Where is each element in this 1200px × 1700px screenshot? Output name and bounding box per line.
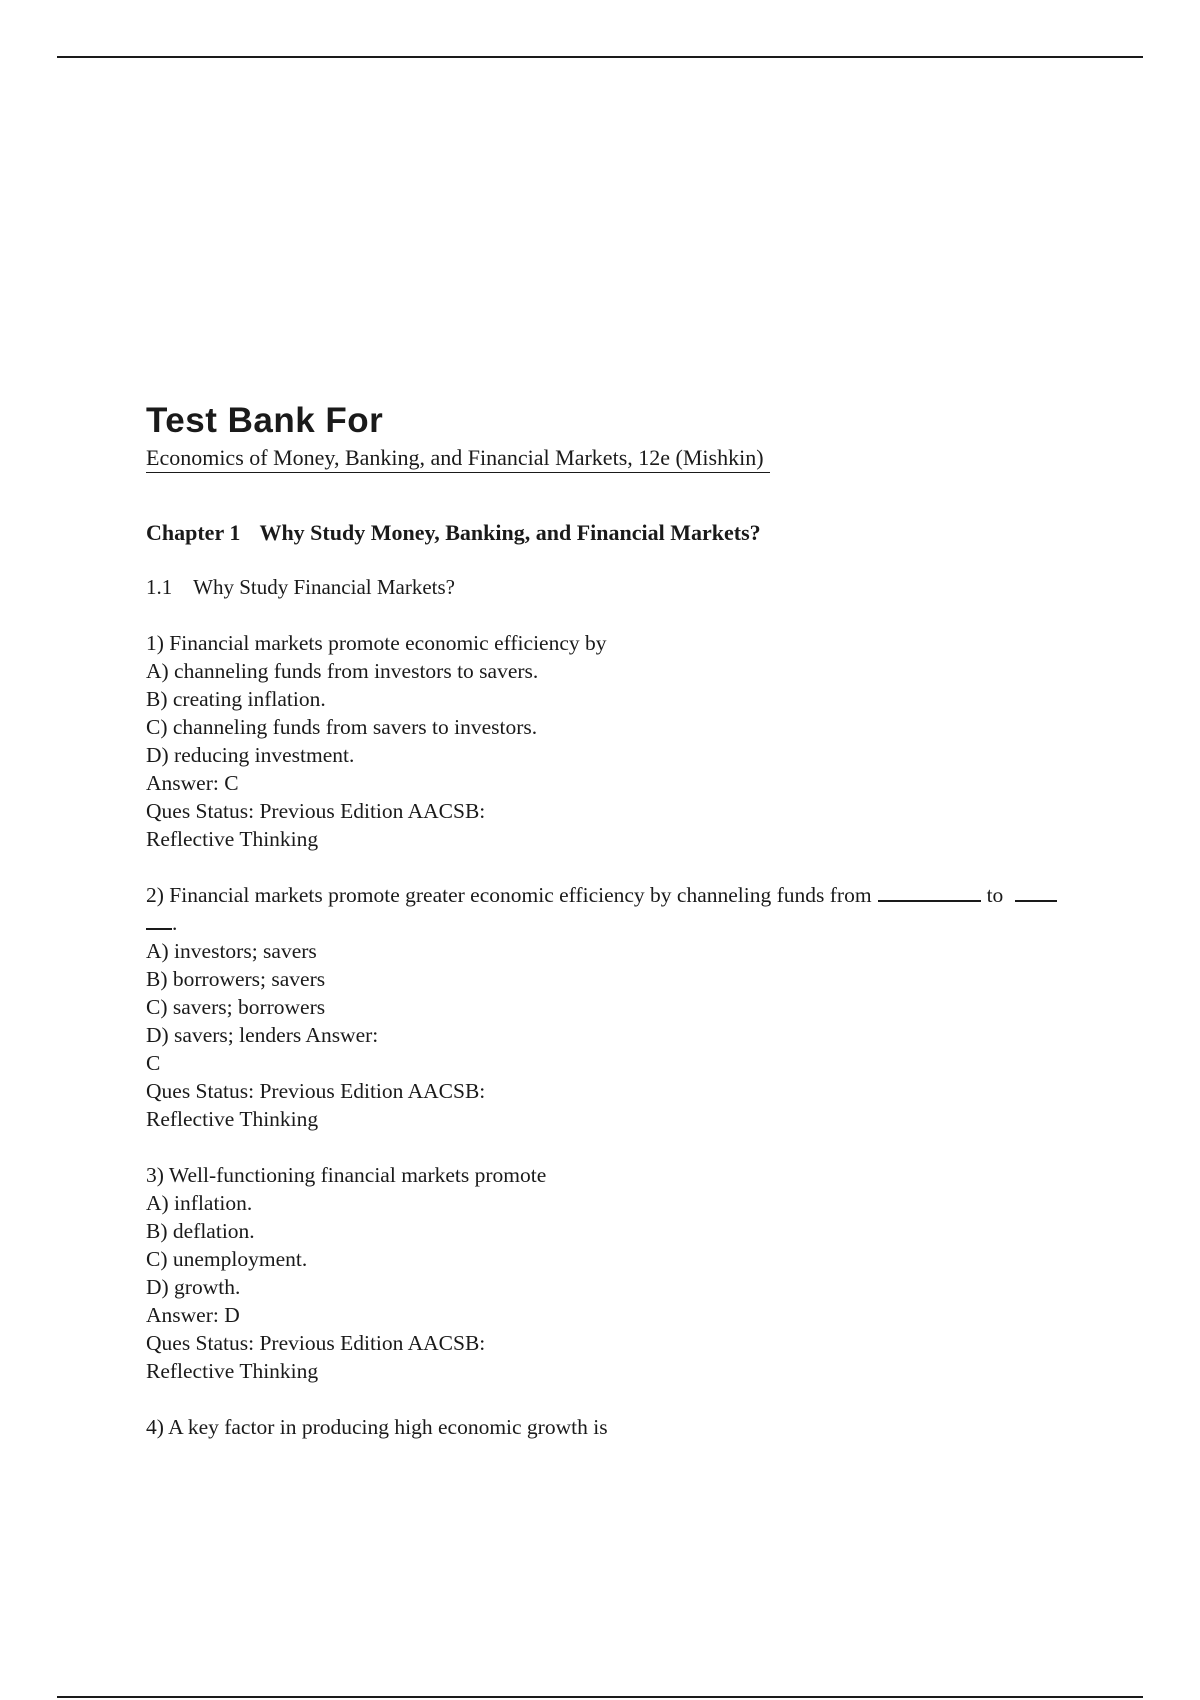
option-a: A) channeling funds from investors to savers. [146, 659, 539, 683]
fill-in-blank-1 [878, 882, 981, 902]
question-stem-connector: to [986, 883, 1004, 907]
answer: C [146, 1051, 161, 1075]
chapter-number: Chapter 1 [146, 520, 241, 545]
document-title: Test Bank For [146, 401, 384, 440]
question-3 [146, 1161, 1144, 1385]
option-a: A) investors; savers [146, 939, 317, 963]
option-b: B) borrowers; savers [146, 967, 326, 991]
document-subtitle: Economics of Money, Banking, and Financial Markets, 12e (Mishkin) [146, 444, 770, 473]
option-c: C) unemployment. [146, 1247, 308, 1271]
option-d: D) reducing investment. [146, 743, 355, 767]
question-stem: 3) Well-functioning financial markets promote [146, 1163, 547, 1187]
question-stem-continuation [146, 909, 1144, 937]
question-stem [146, 881, 1144, 909]
question-status: Ques Status: Previous Edition AACSB: [146, 1331, 486, 1355]
subtitle-wrapper [146, 444, 1144, 473]
question-2 [146, 881, 1144, 1133]
section-heading [146, 573, 1144, 601]
question-stem: 4) A key factor in producing high economic growth is [146, 1415, 608, 1439]
question-tag: Reflective Thinking [146, 1359, 319, 1383]
question-1 [146, 629, 1144, 853]
question-tag: Reflective Thinking [146, 827, 319, 851]
section-title: Why Study Financial Markets? [193, 575, 455, 599]
chapter-title: Why Study Money, Banking, and Financial Markets? [259, 520, 761, 545]
chapter-heading [146, 519, 1144, 547]
question-4 [146, 1413, 1144, 1441]
question-status: Ques Status: Previous Edition AACSB: [146, 799, 486, 823]
option-b: B) deflation. [146, 1219, 255, 1243]
option-c: C) savers; borrowers [146, 995, 326, 1019]
question-status: Ques Status: Previous Edition AACSB: [146, 1079, 486, 1103]
fill-in-blank-2 [1015, 882, 1057, 902]
fill-in-blank-2-continued [146, 910, 172, 930]
option-a: A) inflation. [146, 1191, 253, 1215]
question-tag: Reflective Thinking [146, 1107, 319, 1131]
top-rule [57, 56, 1143, 58]
stem-end-punctuation: . [172, 911, 178, 935]
option-d: D) growth. [146, 1275, 241, 1299]
answer: Answer: D [146, 1303, 240, 1327]
option-c: C) channeling funds from savers to investors. [146, 715, 538, 739]
option-d: D) savers; lenders Answer: [146, 1023, 379, 1047]
page-content [146, 398, 1144, 1441]
answer: Answer: C [146, 771, 239, 795]
bottom-rule [57, 1696, 1143, 1698]
section-number: 1.1 [146, 575, 173, 599]
option-b: B) creating inflation. [146, 687, 326, 711]
question-stem-text: 2) Financial markets promote greater economic efficiency by channeling funds from [146, 883, 872, 907]
question-stem: 1) Financial markets promote economic efficiency by [146, 631, 607, 655]
